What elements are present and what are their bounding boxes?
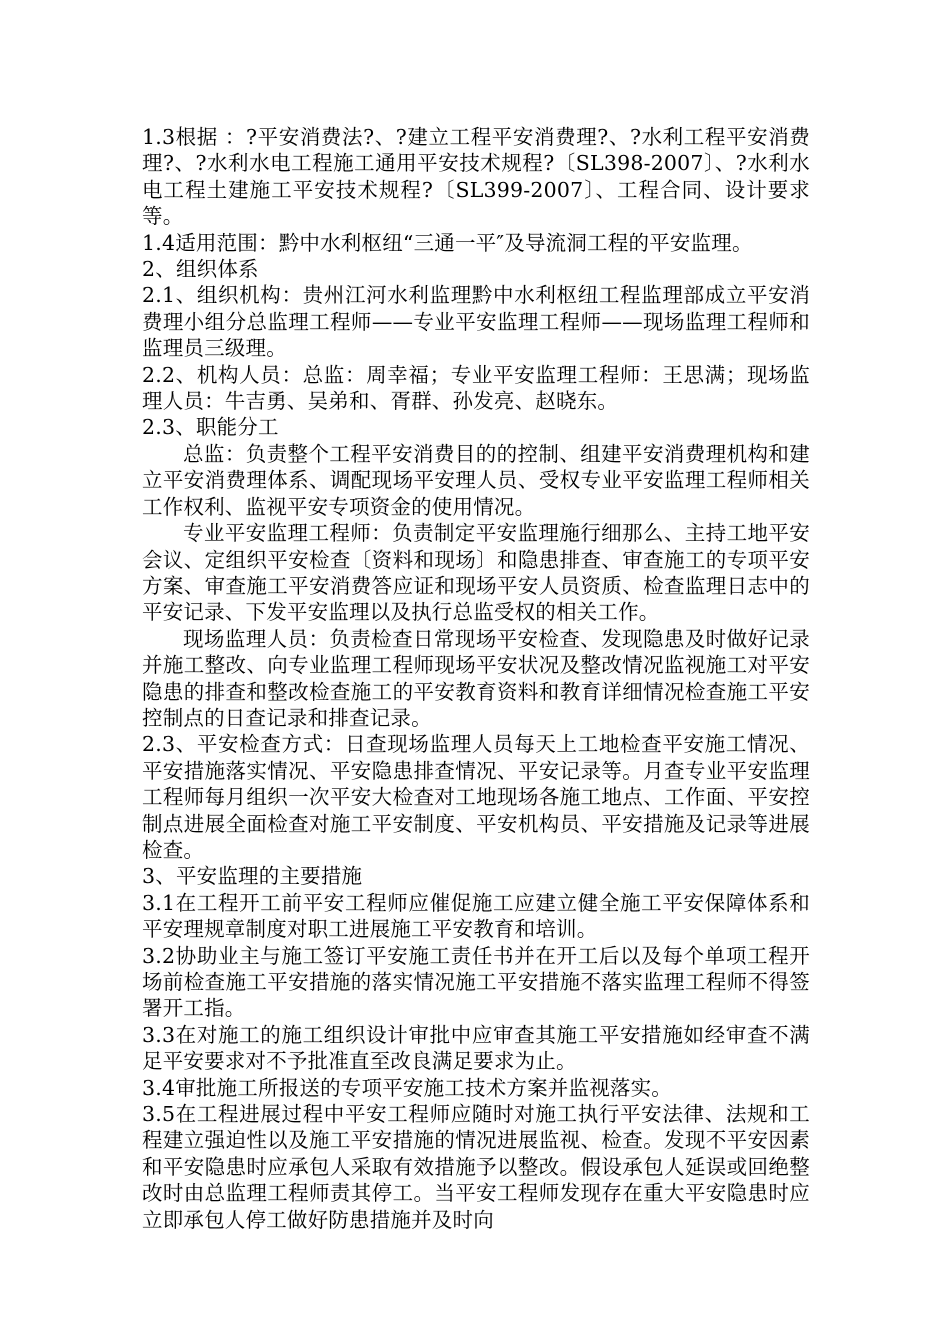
heading-2-organization: 2、组织体系 — [142, 257, 259, 282]
paragraph-safety-engineer-duties: 专业平安监理工程师：负责制定平安监理施行细那么、主持工地平安会议、定组织平安检查〔资料和现场〕和隐患排查、审查施工的专项平安方案、审查施工平安消费答应证和现场平安人员资质、检查监理日志中的平安记录、下发平安监理以及执行总监受权的相关工作。 — [142, 521, 810, 625]
paragraph-3-1: 3.1在工程开工前平安工程师应催促施工应建立健全施工平安保障体系和平安理规章制度对职工进展施工平安教育和培训。 — [142, 890, 810, 942]
paragraph-chief-duties: 总监：负责整个工程平安消费目的的控制、组建平安消费理机构和建立平安消费理体系、调配现场平安理人员、受权专业平安监理工程师相关工作权利、监视平安专项资金的使用情况。 — [142, 441, 810, 519]
paragraph-1-3-basis: 1.3根据 ：?平安消费法?、?建立工程平安消费理?、?水利工程平安消费理?、?水利水电工程施工通用平安技术规程?〔SL398-2007〕、?水利水电工程土建施工平安技术规程?〔SL399-2007〕、工程合同、设计要求等。 — [142, 125, 810, 229]
heading-2-3-duties: 2.3、职能分工 — [142, 415, 279, 440]
document-page — [142, 124, 810, 1233]
paragraph-site-staff-duties: 现场监理人员：负责检查日常现场平安检查、发现隐患及时做好记录并施工整改、向专业监理工程师现场平安状况及整改情况监视施工对平安隐患的排查和整改检查施工的平安教育资料和教育详细情况检查施工平安控制点的日查记录和排查记录。 — [142, 626, 810, 730]
paragraph-2-2-personnel: 2.2、机构人员：总监：周幸福；专业平安监理工程师：王思满；现场监理人员：牛吉勇、吴弟和、胥群、孙发亮、赵晓东。 — [142, 362, 810, 414]
paragraph-3-3: 3.3在对施工的施工组织设计审批中应审查其施工平安措施如经审查不满足平安要求对不予批准直至改良满足要求为止。 — [142, 1022, 810, 1074]
paragraph-3-4: 3.4审批施工所报送的专项平安施工技术方案并监视落实。 — [142, 1075, 673, 1100]
paragraph-2-1-structure: 2.1、组织机构：贵州江河水利监理黔中水利枢纽工程监理部成立平安消费理小组分总监理工程师——专业平安监理工程师——现场监理工程师和监理员三级理。 — [142, 283, 810, 361]
heading-3-measures: 3、平安监理的主要措施 — [142, 864, 363, 889]
paragraph-1-4-scope: 1.4适用范围：黔中水利枢纽“三通一平″及导流洞工程的平安监理。 — [142, 230, 753, 255]
paragraph-3-2: 3.2协助业主与施工签订平安施工责任书并在开工后以及每个单项工程开场前检查施工平安措施的落实情况施工平安措施不落实监理工程师不得签署开工指。 — [142, 943, 810, 1021]
paragraph-2-3-inspection: 2.3、平安检查方式：日查现场监理人员每天上工地检查平安施工情况、平安措施落实情况、平安隐患排查情况、平安记录等。月查专业平安监理工程师每月组织一次平安大检查对工地现场各施工地点、工作面、平安控制点进展全面检查对施工平安制度、平安机构员、平安措施及记录等进展检查。 — [142, 732, 810, 862]
paragraph-3-5: 3.5在工程进展过程中平安工程师应随时对施工执行平安法律、法规和工程建立强迫性以及施工平安措施的情况进展监视、检查。发现不平安因素和平安隐患时应承包人采取有效措施予以整改。假设承包人延误或回绝整改时由总监理工程师责其停工。当平安工程师发现存在重大平安隐患时应立即承包人停工做好防患措施并及时向 — [142, 1102, 810, 1232]
